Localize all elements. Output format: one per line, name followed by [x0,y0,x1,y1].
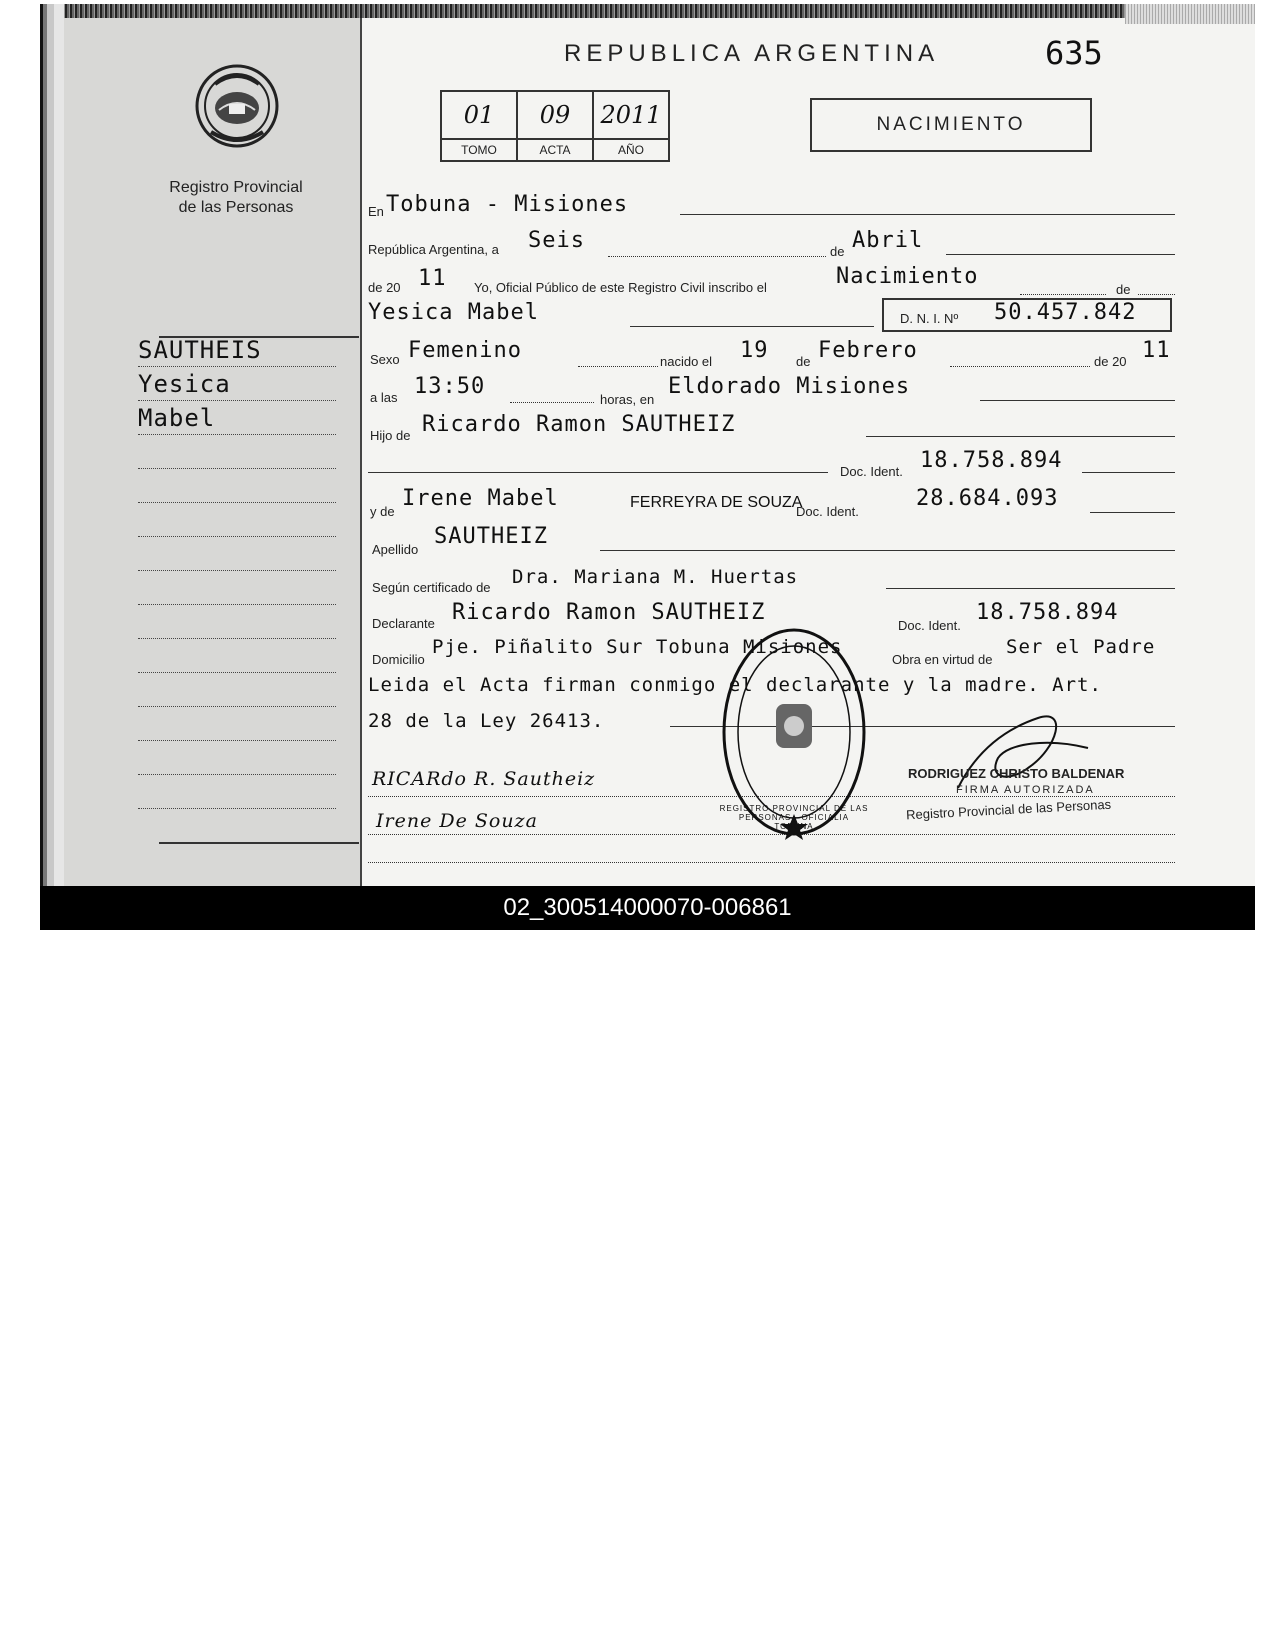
margin-surname: SAUTHEIS [138,336,262,364]
misiones-coat-of-arms-icon [189,58,285,154]
form-line [950,366,1090,367]
signature-mother: Irene De Souza [376,810,538,832]
margin-line [138,468,336,469]
birth-place-value: Eldorado Misiones [668,374,911,399]
margin-line [138,638,336,639]
margin-line [138,774,336,775]
seal-text: REGISTRO PROVINCIAL DE LAS PERSONAS · OFICIALIA TOBUNA [719,804,869,831]
time-value: 13:50 [414,374,486,399]
horas-label: horas, en [600,392,655,407]
yde-label: y de [370,504,395,519]
doc-label-3: Doc. Ident. [898,618,961,633]
margin-line [138,536,336,537]
form-line [368,472,828,473]
birth-year-value: 11 [1142,338,1171,363]
form-line [980,400,1175,401]
father-value: Ricardo Ramon SAUTHEIZ [422,412,736,437]
form-line [578,366,658,367]
margin-line [138,502,336,503]
form-line [1090,512,1175,513]
margin-line [138,366,336,367]
mother-given-value: Irene Mabel [402,486,559,511]
form-line [510,402,594,403]
sexo-value: Femenino [408,338,522,363]
scan-top-edge [40,4,1255,18]
segun-label: Según certificado de [372,580,491,595]
form-line [680,214,1175,215]
form-line [600,550,1175,551]
certificate-by-value: Dra. Mariana M. Huertas [512,566,799,588]
footer-band [40,886,1255,930]
notes-line-2: 28 de la Ley 26413. [368,710,605,732]
margin-line [138,808,336,809]
nacido-label: nacido el [660,354,713,369]
registry-title-line1: Registro Provincial [169,179,303,196]
day-value: Seis [528,228,585,253]
doc-label-2: Doc. Ident. [796,504,859,519]
signature-declarante: RICARdo R. Sautheiz [372,768,596,790]
margin-line [138,706,336,707]
en-label: En [368,204,384,219]
de20-label-2: de 20 [1094,354,1127,369]
country-title: REPUBLICA ARGENTINA [564,40,940,67]
name-value: Yesica Mabel [368,300,539,325]
declarante-label: Declarante [372,616,435,631]
oficial-text: Yo, Oficial Público de este Registro Civil inscribo el [474,280,767,295]
signature-line [368,862,1175,863]
apellido-label: Apellido [372,542,419,557]
form-line [886,588,1175,589]
form-line [1082,472,1175,473]
place-value: Tobuna - Misiones [386,192,629,217]
hijo-label: Hijo de [370,428,411,443]
republica-label: República Argentina, a [368,242,499,257]
margin-line [138,740,336,741]
anio-value: 2011 [593,91,669,139]
margin-line [138,400,336,401]
scanned-birth-certificate [40,4,1255,930]
registry-title [146,178,326,218]
year-value: 11 [418,266,447,291]
official-registry: Registro Provincial de las Personas [905,796,1112,823]
form-line [1138,294,1175,295]
inscription-value: Nacimiento [836,264,979,289]
acta-label: ACTA [517,139,593,161]
form-line [866,436,1175,437]
domicilio-value: Pje. Piñalito Sur Tobuna Misiones [432,636,843,658]
declarante-doc-value: 18.758.894 [976,600,1119,625]
acta-value: 09 [517,91,593,139]
obra-label: Obra en virtud de [892,652,993,667]
document-code: 02_300514000070-006861 [503,894,792,921]
left-margin-panel [64,18,362,886]
form-line [946,254,1175,255]
mother-doc-value: 28.684.093 [916,486,1059,511]
form-line [1020,294,1106,295]
mother-surname-value: FERREYRA DE SOUZA [630,494,803,511]
month-value: Abril [852,228,924,253]
registration-box [440,90,670,162]
record-type-box: NACIMIENTO [810,98,1092,152]
de-label-2: de [1116,282,1131,297]
domicilio-label: Domicilio [372,652,425,667]
scan-top-edge-right [1125,4,1255,24]
birth-day-value: 19 [740,338,769,363]
de-label-3: de [796,354,811,369]
de-label: de [830,244,845,259]
birth-month-value: Febrero [818,338,918,363]
dni-box [882,298,1172,332]
obra-value: Ser el Padre [1006,636,1156,658]
tomo-label: TOMO [441,139,517,161]
margin-second-name: Mabel [138,404,216,432]
official-name: RODRIGUEZ CHRISTO BALDENAR [908,766,1125,781]
sexo-label: Sexo [370,352,400,367]
margin-rule-bottom [159,842,359,844]
margin-line [138,434,336,435]
dni-label: D. N. I. Nº [900,311,959,326]
official-role: FIRMA AUTORIZADA [956,784,1095,796]
registry-title-line2: de las Personas [178,199,294,216]
dni-value: 50.457.842 [994,300,1137,325]
margin-line [138,672,336,673]
scan-left-edge [40,4,64,886]
apellido-value: SAUTHEIZ [434,524,548,549]
de20-label: de 20 [368,280,401,295]
tomo-value: 01 [441,91,517,139]
alas-label: a las [370,390,398,405]
folio-number: 635 [1045,34,1103,72]
notes-line-1: Leida el Acta firman conmigo el declarante y la madre. Art. [368,674,1102,696]
doc-label: Doc. Ident. [840,464,903,479]
margin-first-name: Yesica [138,370,231,398]
declarante-value: Ricardo Ramon SAUTHEIZ [452,600,766,625]
form-line [630,326,874,327]
father-doc-value: 18.758.894 [920,448,1063,473]
form-line [608,256,826,257]
anio-label: AÑO [593,139,669,161]
margin-line [138,604,336,605]
margin-line [138,570,336,571]
